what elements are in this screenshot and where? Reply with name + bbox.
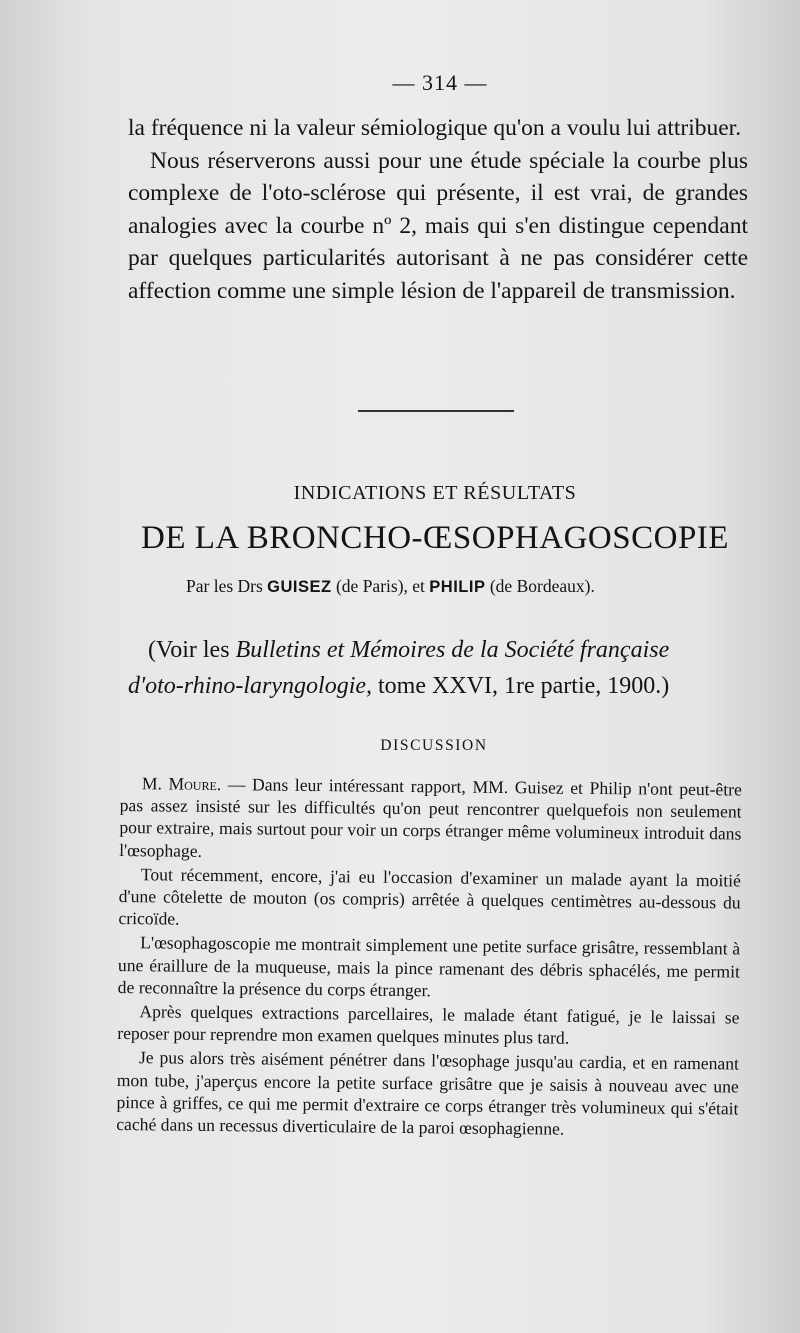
discussion-text [116,772,742,1144]
reference-open: (Voir les [148,637,230,663]
discussion-paragraph: Tout récemment, encore, j'ai eu l'occasion d'examiner un malade ayant la moitié d'une côtelette de mouton (os compris) arrêtée à quelques centimètres au-dessous du cricoïde. [118,864,742,929]
author-place: (de Bordeaux). [489,576,595,596]
reference-title-part-2: d'oto-rhino-laryngologie, [128,673,373,699]
discussion-paragraph: L'œsophagoscopie me montrait simplement une petite surface grisâtre, ressemblant à une éraillure de la muqueuse, mais la pince ramenant des débris sphacélés, me permit de reconnaître la présence du corps étranger. [117,932,741,1001]
discussion-paragraph [119,772,742,867]
reference-line-2 [128,668,750,704]
page-number: — 314 — [392,70,488,95]
discussion-title: DISCUSSION [380,737,488,754]
byline-prefix: Par les Drs [186,576,263,596]
intro-paragraph-1: la fréquence ni la valeur sémiologique qu'on a voulu lui attribuer. [128,115,742,141]
author-name: GUISEZ [267,578,332,596]
author-place: (de Paris), et [335,576,425,596]
article-heading-large: DE LA BRONCHO-ŒSOPHAGOSCOPIE [141,520,729,556]
article-byline [186,576,706,597]
reference-title-part-1: Bulletins et Mémoires de la Société française [235,637,670,663]
speaker-name: M. Moure. [141,773,222,795]
article-heading-small: INDICATIONS ET RÉSULTATS [293,482,577,504]
section-divider [358,410,514,412]
reference-details: tome XXVI, 1re partie, 1900.) [378,673,670,699]
author-name: PHILIP [429,578,486,596]
discussion-paragraph: Je pus alors très aisément pénétrer dans l'œsophage jusqu'au cardia, et en ramenant mon tube, j'aperçus encore la petite surface grisâtre que je saisis à nouveau avec une pince à griffes, ce qui me permit d'extraire ce corps étranger très volumineux qui s'était caché dans un recessus diverticulaire de la paroi œsophagienne. [116,1047,740,1139]
bibliographic-reference [128,632,750,704]
discussion-paragraph-text: — Dans leur intéressant rapport, MM. Guisez et Philip n'ont peut-être pas assez insisté sur les difficultés qu'on peut rencontrer quelquefois non seulement pour extraire, mais surtout pour voir un corps étranger même volumineux introduit dans l'œsophage. [119,774,742,861]
intro-paragraph-2: Nous réserverons aussi pour une étude spéciale la courbe plus complexe de l'oto-sclérose qui présente, il est vrai, de grandes analogies avec la courbe nº 2, mais qui s'en distingue cependant par quelques particularités autorisant à ne pas considérer cette affection comme une simple lésion de l'appareil de transmission. [128,147,748,304]
discussion-paragraph: Après quelques extractions parcellaires, le malade étant fatigué, je le laissai se reposer pour reprendre mon examen quelques minutes plus tard. [117,1001,740,1048]
intro-text [128,112,748,307]
reference-line-1 [128,632,750,668]
